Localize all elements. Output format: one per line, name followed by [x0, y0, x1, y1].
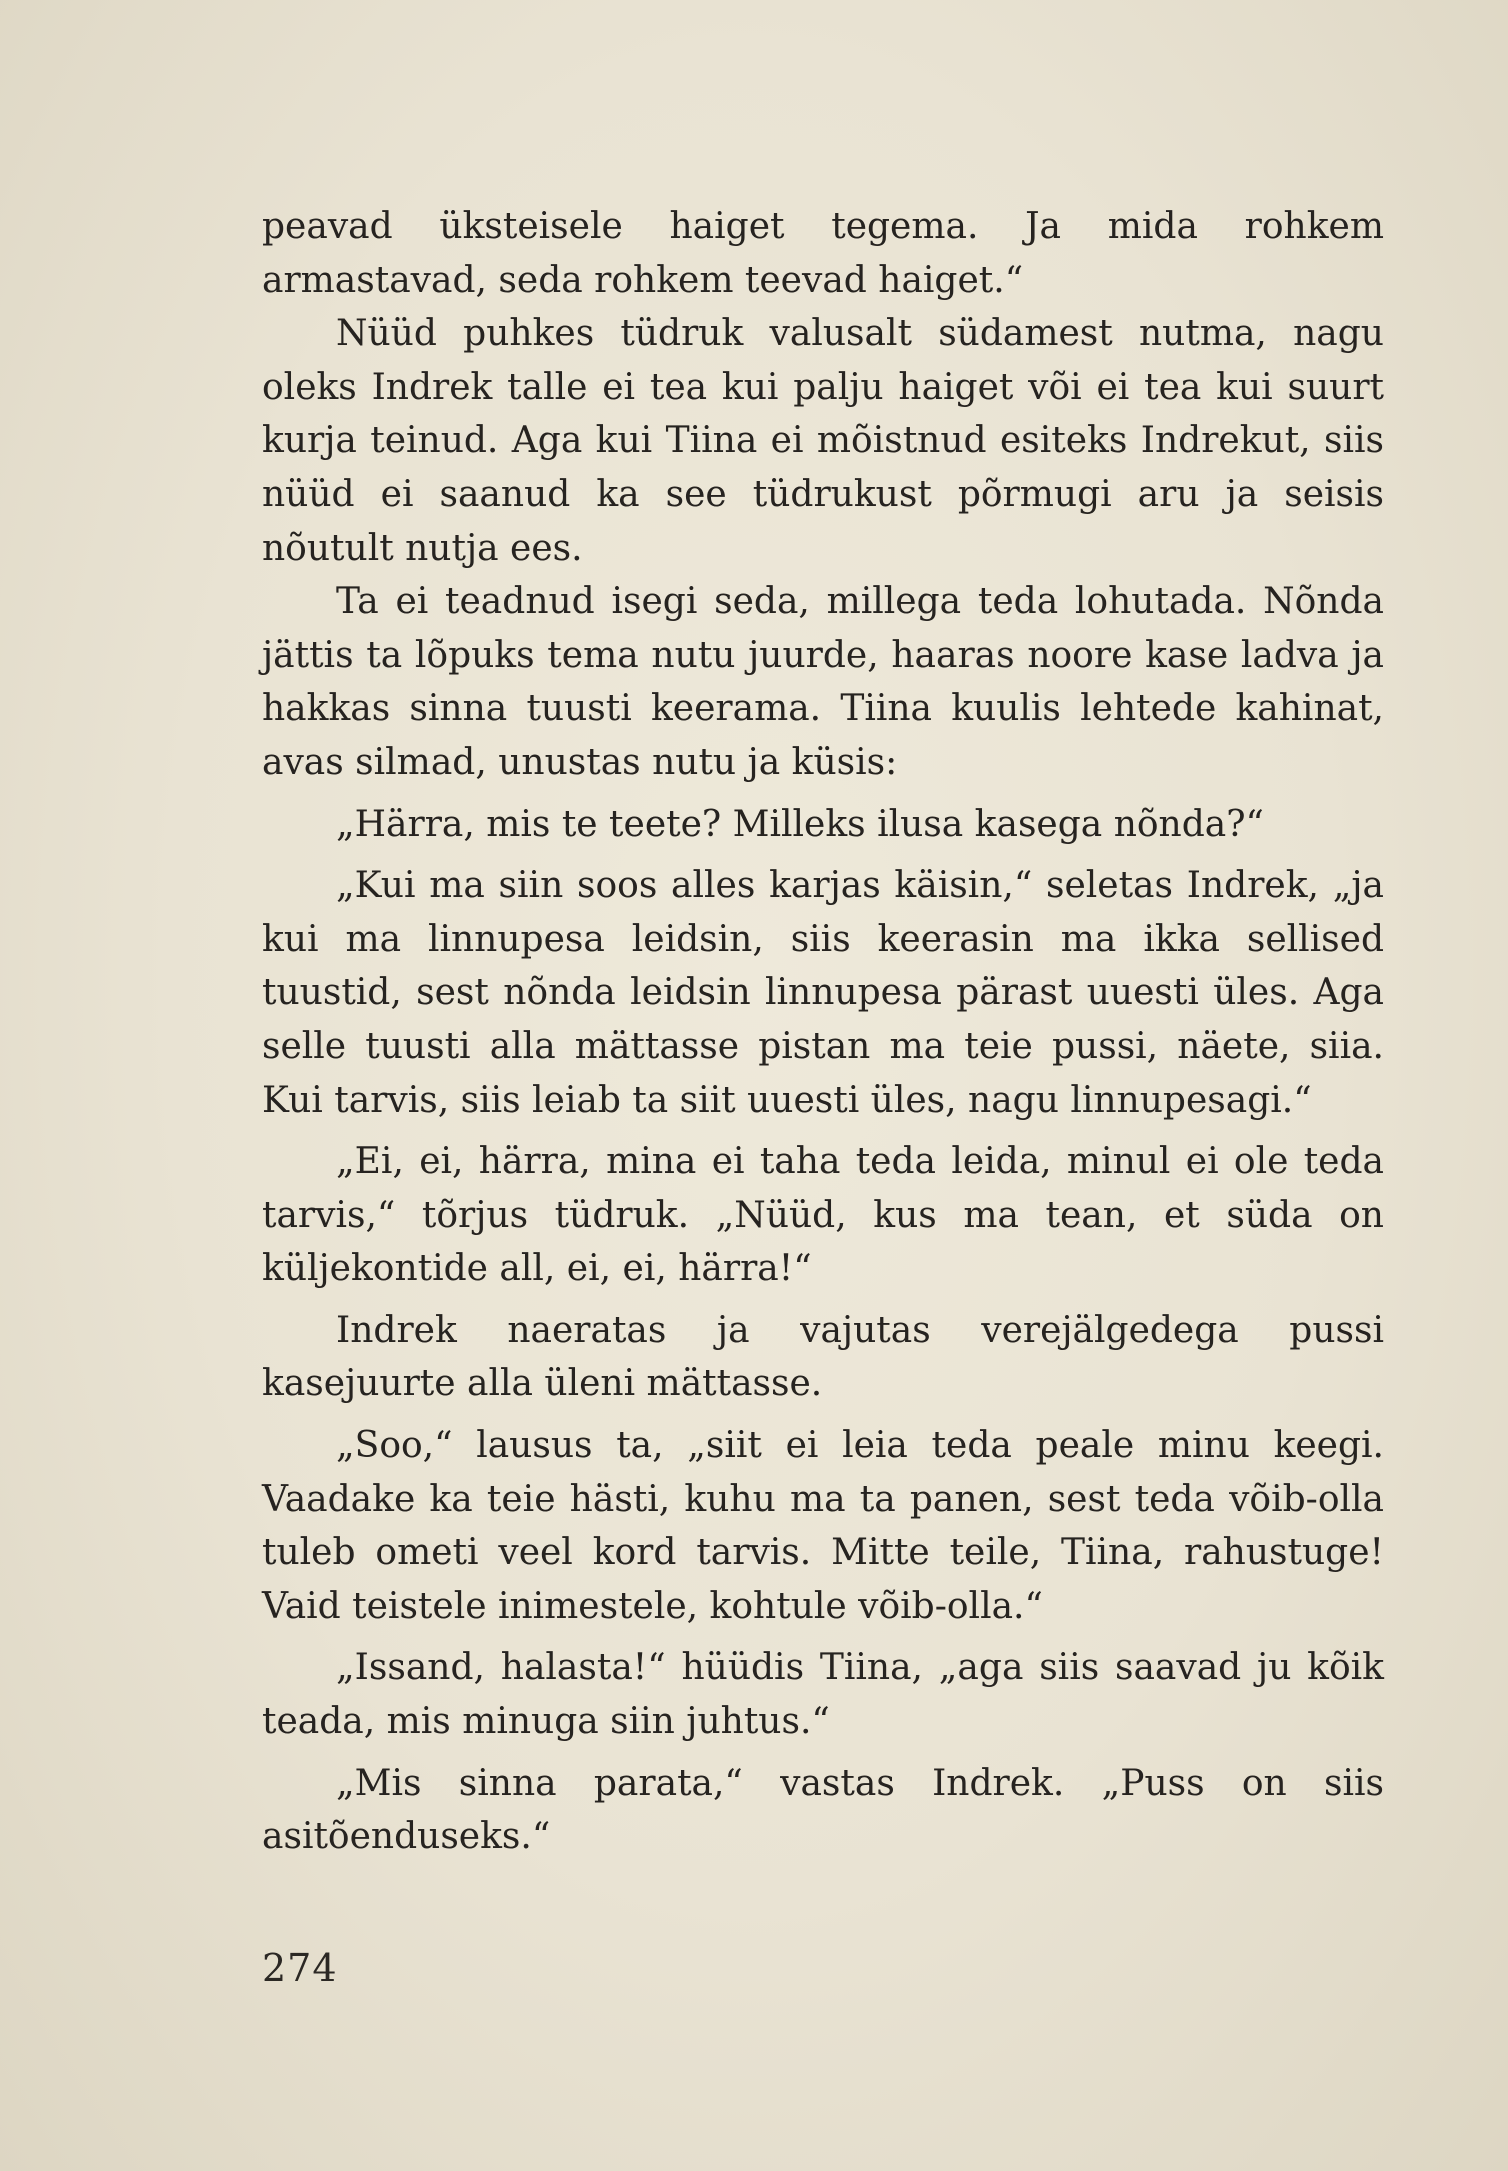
paragraph: Ta ei teadnud isegi seda, millega teda lohutada. Nõnda jättis ta lõpuks tema nutu juurde, haaras noore kase ladva ja hakkas sinna tuusti keerama. Tiina kuulis lehtede kahinat, avas silmad, unustas nutu ja küsis: — [262, 581, 1384, 783]
paragraph: „Issand, halasta!“ hüüdis Tiina, „aga siis saavad ju kõik teada, mis minuga siin juhtus.“ — [262, 1647, 1384, 1743]
page-number: 274 — [262, 1946, 338, 1990]
body-text — [262, 200, 1384, 1864]
paragraph: „Kui ma siin soos alles karjas käisin,“ seletas Indrek, „ja kui ma linnupesa leidsin, siis keerasin ma ikka sellised tuustid, sest nõnda leidsin linnupesa pärast uuesti üles. Aga selle tuusti alla mättasse pistan ma teie pussi, näete, siia. Kui tarvis, siis leiab ta siit uuesti üles, nagu linnupesagi.“ — [262, 865, 1384, 1121]
paragraph: peavad üksteisele haiget tegema. Ja mida rohkem armastavad, seda rohkem teevad haiget.“ — [262, 206, 1384, 301]
paragraph: „Härra, mis te teete? Milleks ilusa kasega nõnda?“ — [336, 803, 1264, 845]
paragraph: „Ei, ei, härra, mina ei taha teda leida, minul ei ole teda tarvis,“ tõrjus tüdruk. „Nüüd, kus ma tean, et süda on küljekontide all, ei, ei, härra!“ — [262, 1141, 1384, 1290]
paragraph: „Soo,“ lausus ta, „siit ei leia teda peale minu keegi. Vaadake ka teie hästi, kuhu ma ta panen, sest teda võib-olla tuleb ometi veel kord tarvis. Mitte teile, Tiina, rahustuge! Vaid teistele inimestele, kohtule võib-olla.“ — [262, 1425, 1384, 1627]
paragraph: Indrek naeratas ja vajutas verejälgedega pussi kasejuurte alla üleni mättasse. — [262, 1309, 1384, 1405]
paragraph: Nüüd puhkes tüdruk valusalt südamest nutma, nagu oleks Indrek talle ei tea kui palju haiget või ei tea kui suurt kurja teinud. Aga kui Tiina ei mõistnud esiteks Indrekut, siis nüüd ei saanud ka see tüdrukust põrmugi aru ja seisis nõutult nutja ees. — [262, 313, 1384, 569]
paragraph: „Mis sinna parata,“ vastas Indrek. „Puss on siis asitõenduseks.“ — [262, 1762, 1384, 1858]
